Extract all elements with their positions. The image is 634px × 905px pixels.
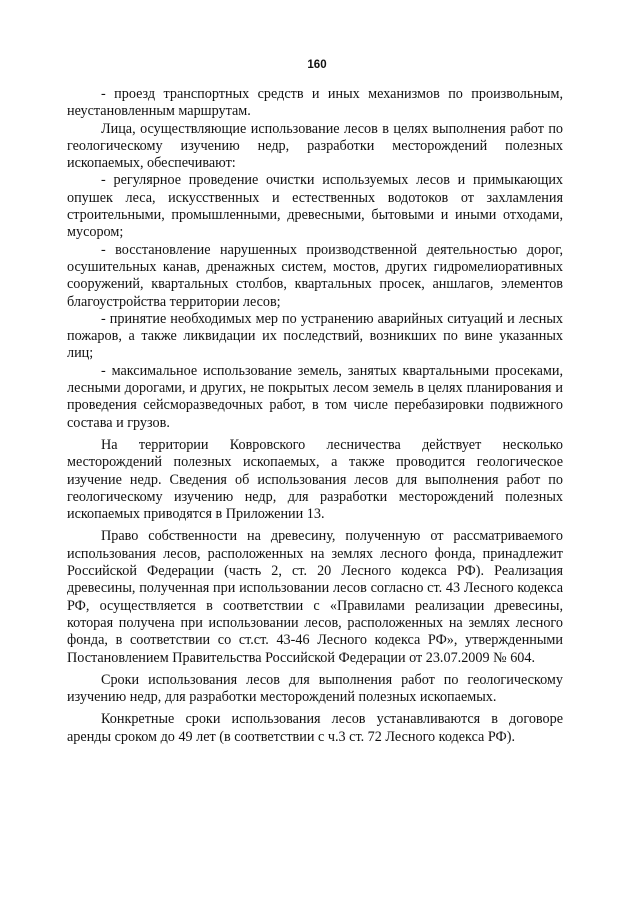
paragraph: Сроки использования лесов для выполнения работ по геологическому изучению недр, для разработки месторождений полезных ископаемых. [67,671,563,706]
paragraph: - восстановление нарушенных производственной деятельностью дорог, осушительных канав, дренажных систем, мостов, других гидромелиоративных сооружений, квартальных столбов, квартальных просек, аншлагов, элементов благоустройства территории лесов; [67,241,563,310]
paragraph: - максимальное использование земель, занятых квартальными просеками, лесными дорогами, и других, не покрытых лесом земель в целях планирования и проведения сейсморазведочных работ, в том числе перебазировки подвижного состава и грузов. [67,362,563,431]
paragraph: На территории Ковровского лесничества действует несколько месторождений полезных ископаемых, а также проводится геологическое изучение недр. Сведения об использования лесов для выполнения работ по геологическому изучению недр, для разработки месторождений полезных ископаемых приводятся в Приложении 13. [67,436,563,523]
document-body [67,86,563,746]
paragraph: Лица, осуществляющие использование лесов в целях выполнения работ по геологическому изучению недр, разработки месторождений полезных ископаемых, обеспечивают: [67,120,563,172]
page-number: 160 [307,59,327,71]
paragraph: - принятие необходимых мер по устранению аварийных ситуаций и лесных пожаров, а также ликвидации их последствий, возникших по вине указанных лиц; [67,310,563,362]
paragraph: - регулярное проведение очистки используемых лесов и примыкающих опушек леса, искусственных и естественных водотоков от захламления строительными, промышленными, древесными, бытовыми и иными отходами, мусором; [67,172,563,241]
paragraph: Конкретные сроки использования лесов устанавливаются в договоре аренды сроком до 49 лет (в соответствии с ч.3 ст. 72 Лесного кодекса РФ). [67,711,563,745]
paragraph: Право собственности на древесину, полученную от рассматриваемого использования лесов, расположенных на землях лесного фонда, принадлежит Российской Федерации (часть 2, ст. 20 Лесного кодекса РФ). Реализация древесины, полученная при использовании лесов согласно ст. 43 Лесного кодекса РФ, осуществляется в соответствии с «Правилами реализации древесины, которая получена при использовании лесов, расположенных на землях лесного фонда, в соответствии со ст.ст. 43-46 Лесного кодекса РФ», утвержденными Постановлением Правительства Российской Федерации от 23.07.2009 № 604. [67,528,563,666]
paragraph: - проезд транспортных средств и иных механизмов по произвольным, неустановленным маршрутам. [67,86,563,120]
